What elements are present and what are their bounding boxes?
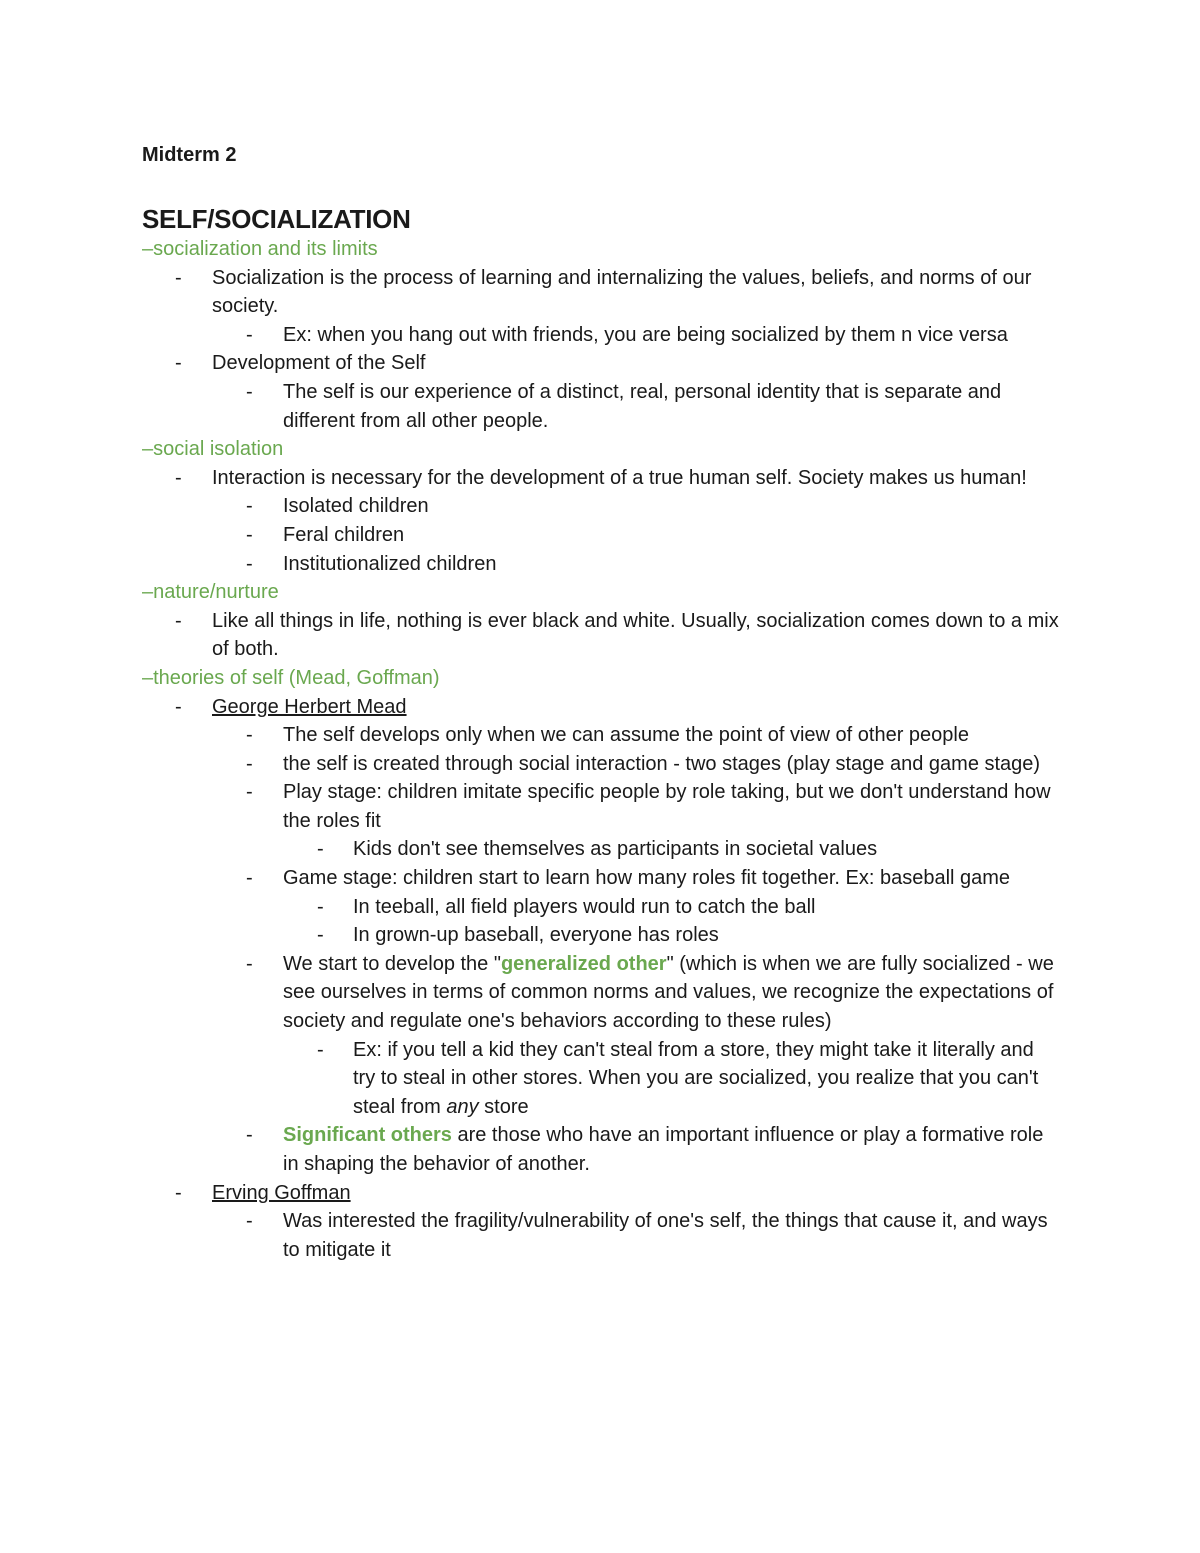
list-item-goffman	[142, 1179, 1060, 1208]
item-text: Institutionalized children	[283, 552, 497, 575]
emphasis-text: any	[446, 1095, 479, 1118]
list-item	[142, 750, 1060, 779]
text-fragment: are those who have an important influence or play a formative role in shaping the behavior of another.	[283, 1124, 1044, 1175]
highlighted-term: generalized other	[500, 952, 667, 975]
highlighted-term: Significant others	[283, 1124, 452, 1147]
list-item	[142, 893, 1060, 922]
bullet-dash: -	[246, 1210, 253, 1233]
bullet-dash: -	[317, 838, 324, 861]
item-text-store-example	[353, 1039, 1038, 1118]
bullet-dash: -	[246, 752, 253, 775]
list-item	[142, 864, 1060, 893]
text-fragment: We start to develop the "	[283, 952, 501, 975]
document-title: Midterm 2	[142, 144, 237, 166]
list-item	[142, 921, 1060, 950]
bullet-dash: -	[246, 1124, 253, 1147]
list-item	[142, 349, 1060, 378]
item-text: Socialization is the process of learning and internalizing the values, beliefs, and norms of our society.	[212, 266, 1032, 318]
item-text-goffman: Erving Goffman	[212, 1181, 351, 1204]
list-item	[142, 321, 1060, 350]
list-item	[142, 550, 1060, 579]
item-text: the self is created through social interaction - two stages (play stage and game stage)	[283, 752, 1041, 775]
bullet-dash: -	[246, 781, 253, 804]
topic-socialization: –socialization and its limits	[142, 238, 378, 260]
item-text: The self develops only when we can assume the point of view of other people	[283, 724, 969, 747]
item-text: In grown-up baseball, everyone has roles	[353, 924, 719, 947]
topic-nature-nurture: –nature/nurture	[142, 581, 279, 604]
text-fragment: " (which is when we are fully socialized - we see ourselves in terms of common norms and values, we recognize the expectations of society and regulate one's behaviors according to these rules)	[283, 952, 1054, 1033]
section-heading: SELF/SOCIALIZATION	[142, 204, 411, 234]
item-text: Play stage: children imitate specific people by role taking, but we don't understand how the roles fit	[283, 781, 1051, 832]
list-item	[142, 1207, 1060, 1264]
list-item	[142, 835, 1060, 864]
item-text: Isolated children	[283, 495, 429, 518]
item-text: In teeball, all field players would run to catch the ball	[353, 895, 816, 918]
bullet-dash: -	[246, 380, 253, 403]
list-item	[142, 521, 1060, 550]
bullet-dash: -	[246, 952, 253, 975]
bullet-dash: -	[246, 323, 253, 346]
item-text: Kids don't see themselves as participants in societal values	[353, 838, 878, 861]
bullet-dash: -	[317, 895, 324, 918]
list-item	[142, 492, 1060, 521]
list-item	[142, 778, 1060, 835]
bullet-dash: -	[246, 724, 253, 747]
item-text-generalized-other	[283, 953, 1054, 1032]
text-fragment: store	[478, 1095, 529, 1118]
item-text-mead: George Herbert Mead	[212, 695, 407, 718]
bullet-dash: -	[246, 495, 253, 518]
bullet-dash: -	[175, 466, 182, 489]
item-text: The self is our experience of a distinct, real, personal identity that is separate and different from all other people.	[283, 380, 1002, 432]
bullet-dash: -	[175, 609, 182, 632]
bullet-dash: -	[175, 1181, 182, 1204]
item-text: Feral children	[283, 523, 405, 546]
bullet-dash: -	[175, 266, 182, 289]
item-text-significant-others	[283, 1124, 1043, 1175]
text-fragment: Ex: if you tell a kid they can't steal from a store, they might take it literally and try to steal in other stores. When you are socialized, you realize that you can't steal from	[353, 1038, 1039, 1118]
item-text: Development of the Self	[212, 352, 426, 375]
bullet-dash: -	[317, 1038, 324, 1061]
topic-social-isolation: –social isolation	[142, 438, 284, 461]
bullet-dash: -	[317, 924, 324, 947]
item-text: Interaction is necessary for the development of a true human self. Society makes us human!	[212, 466, 1027, 489]
list-item	[142, 1121, 1060, 1178]
bullet-dash: -	[246, 552, 253, 575]
bullet-dash: -	[175, 352, 182, 375]
list-item	[142, 721, 1060, 750]
list-item	[142, 464, 1060, 493]
topic-theories-of-self: –theories of self (Mead, Goffman)	[142, 666, 440, 689]
item-text: Was interested the fragility/vulnerability of one's self, the things that cause it, and ways to mitigate it	[283, 1210, 1048, 1261]
list-item	[142, 607, 1060, 664]
list-item	[142, 378, 1060, 435]
list-item	[142, 264, 1060, 321]
list-item-mead	[142, 693, 1060, 722]
item-text: Like all things in life, nothing is ever black and white. Usually, socialization comes down to a mix of both.	[212, 609, 1059, 661]
item-text: Ex: when you hang out with friends, you are being socialized by them n vice versa	[283, 323, 1008, 346]
bullet-dash: -	[175, 695, 182, 718]
bullet-dash: -	[246, 523, 253, 546]
list-item	[142, 1036, 1060, 1122]
list-item	[142, 950, 1060, 1036]
item-text: Game stage: children start to learn how many roles fit together. Ex: baseball game	[283, 867, 1011, 890]
bullet-dash: -	[246, 867, 253, 890]
